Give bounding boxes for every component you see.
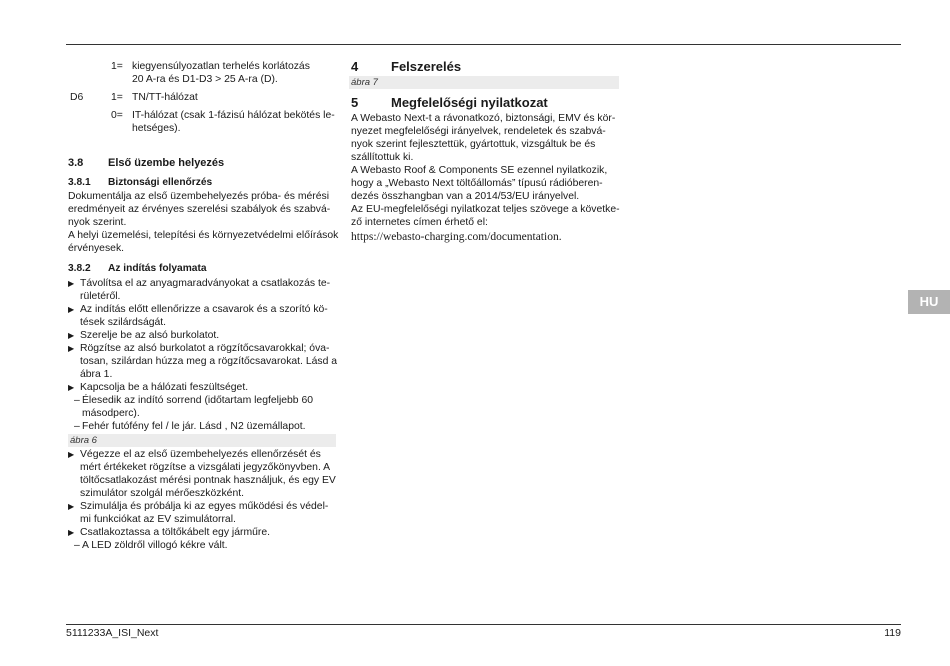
body-line: A helyi üzemelési, telepítési és környezetvédelmi előírások: [68, 230, 339, 241]
definitions-block: [66, 60, 346, 135]
body-line: nyezet megfelelőségi irányelvek, rendeletek és szabvá-: [351, 126, 606, 137]
list-item: ▶ Az indítás előtt ellenőrizze a csavarok és a szorító kö- tések szilárdságát.: [68, 304, 328, 328]
definition-text: TN/TT-hálózat: [132, 92, 198, 103]
result-dash: –: [74, 395, 80, 406]
bullet-icon: ▶: [68, 450, 75, 459]
definition-text: kiegyensúlyozatlan terhelés korlátozás: [132, 61, 310, 72]
section-number: 5: [351, 95, 359, 110]
list-item: ▶ Szimulálja és próbálja ki az egyes működési és védel- mi funkciókat az EV szimulátorral.: [68, 501, 329, 525]
bullet-icon: ▶: [68, 502, 75, 511]
definition-item: [66, 109, 346, 135]
figure-caption: ábra 6: [68, 434, 336, 447]
definition-text: IT-hálózat (csak 1-fázisú hálózat bekötés le-: [132, 110, 335, 121]
bullet-icon: ▶: [68, 279, 75, 288]
body-line: érvényesek.: [68, 243, 125, 254]
result-dash: –: [74, 540, 80, 551]
body-line: nyok szerint.: [68, 217, 127, 228]
body-line: eredményeit az érvényes szerelési szabályok és szabvá-: [68, 204, 331, 215]
start-procedure-list: [68, 277, 338, 552]
list-item: ▶ Végezze el az első üzembehelyezés ellenőrzését és mért értékeket rögzítse a vizsgálati jegyzőkönyvben. A töltőcsatlakozást mérési pontnak használjuk, és egy EV szimulátor szolgál mérőeszközként.: [68, 449, 336, 499]
bullet-icon: ▶: [68, 344, 75, 353]
footer-doc-id: 5111233A_ISI_Next: [66, 627, 159, 639]
bullet-icon: ▶: [68, 331, 75, 340]
section-3-8-1-body: [68, 190, 348, 255]
section-number: 3.8: [68, 157, 84, 169]
section-3-8-1-heading: [68, 177, 213, 188]
section-title: Az indítás folyamata: [108, 263, 207, 274]
section-5-body: [351, 112, 621, 244]
result-item: – Élesedik az indító sorrend (időtartam legfeljebb 60 másodperc).: [74, 395, 314, 419]
list-item: ▶ Távolítsa el az anyagmaradványokat a csatlakozás te- rületéről.: [68, 278, 331, 302]
body-line: nyok szerint fejlesztettük, gyártottuk, vizsgáltuk be és: [351, 139, 596, 150]
bullet-icon: ▶: [68, 383, 75, 392]
bottom-rule: [66, 624, 901, 625]
figure-caption: ábra 7: [349, 76, 619, 89]
section-5-heading: [351, 95, 548, 110]
documentation-url[interactable]: https://webasto-charging.com/documentation.: [351, 231, 562, 243]
definition-text: hetséges).: [132, 123, 181, 134]
definition-item: [66, 91, 346, 104]
list-item: ▶ Rögzítse az alsó burkolatot a rögzítőcsavarokkal; óva- tosan, szilárdan húzza meg a rögzítőcsavarokat. Lásd a ábra 1.: [68, 343, 338, 380]
section-title: Felszerelés: [391, 59, 462, 74]
bullet-icon: ▶: [68, 305, 75, 314]
definition-item: [66, 60, 346, 86]
result-item: – Fehér futófény fel / le jár. Lásd , N2 üzemállapot.: [74, 421, 306, 432]
bullet-icon: ▶: [68, 528, 75, 537]
result-dash: –: [74, 421, 80, 432]
section-3-8-2-heading: [68, 263, 207, 274]
body-line: Az EU-megfelelőségi nyilatkozat teljes szövege a követke-: [351, 204, 620, 215]
list-item: ▶ Szerelje be az alsó burkolatot.: [68, 330, 220, 341]
body-line: hogy a „Webasto Next töltőállomás” típusú rádióberen-: [351, 178, 603, 189]
section-title: Megfelelőségi nyilatkozat: [391, 95, 548, 110]
body-line: Dokumentálja az első üzembehelyezés próba- és mérési: [68, 191, 330, 202]
body-line: A Webasto Roof & Components SE ezennel nyilatkozik,: [351, 165, 608, 176]
body-line: szállítottuk ki.: [351, 152, 414, 163]
result-item: – A LED zöldről villogó kékre vált.: [74, 540, 228, 551]
body-line: ző internetes címen érhető el:: [351, 217, 488, 228]
definition-label: D6: [70, 92, 84, 103]
section-4-heading: [351, 59, 462, 74]
language-tab: HU: [908, 290, 950, 314]
definition-value: 0=: [111, 110, 123, 121]
body-line: dezés összhangban van a 2014/53/EU irányelvel.: [351, 191, 580, 202]
definition-text: 20 A-ra és D1-D3 > 25 A-ra (D).: [132, 74, 278, 85]
definition-value: 1=: [111, 61, 123, 72]
page-number: 119: [884, 627, 901, 639]
section-number: 3.8.2: [68, 263, 91, 274]
list-item: ▶ Csatlakoztassa a töltőkábelt egy járműre.: [68, 527, 271, 538]
body-line: A Webasto Next-t a rávonatkozó, biztonsági, EMV és kör-: [351, 113, 616, 124]
section-number: 3.8.1: [68, 177, 91, 188]
section-title: Biztonsági ellenőrzés: [108, 177, 213, 188]
top-rule: [66, 44, 901, 45]
section-title: Első üzembe helyezés: [108, 157, 225, 169]
definition-value: 1=: [111, 92, 123, 103]
list-item: ▶ Kapcsolja be a hálózati feszültséget.: [68, 382, 249, 393]
section-number: 4: [351, 59, 359, 74]
section-3-8-heading: [68, 157, 225, 169]
